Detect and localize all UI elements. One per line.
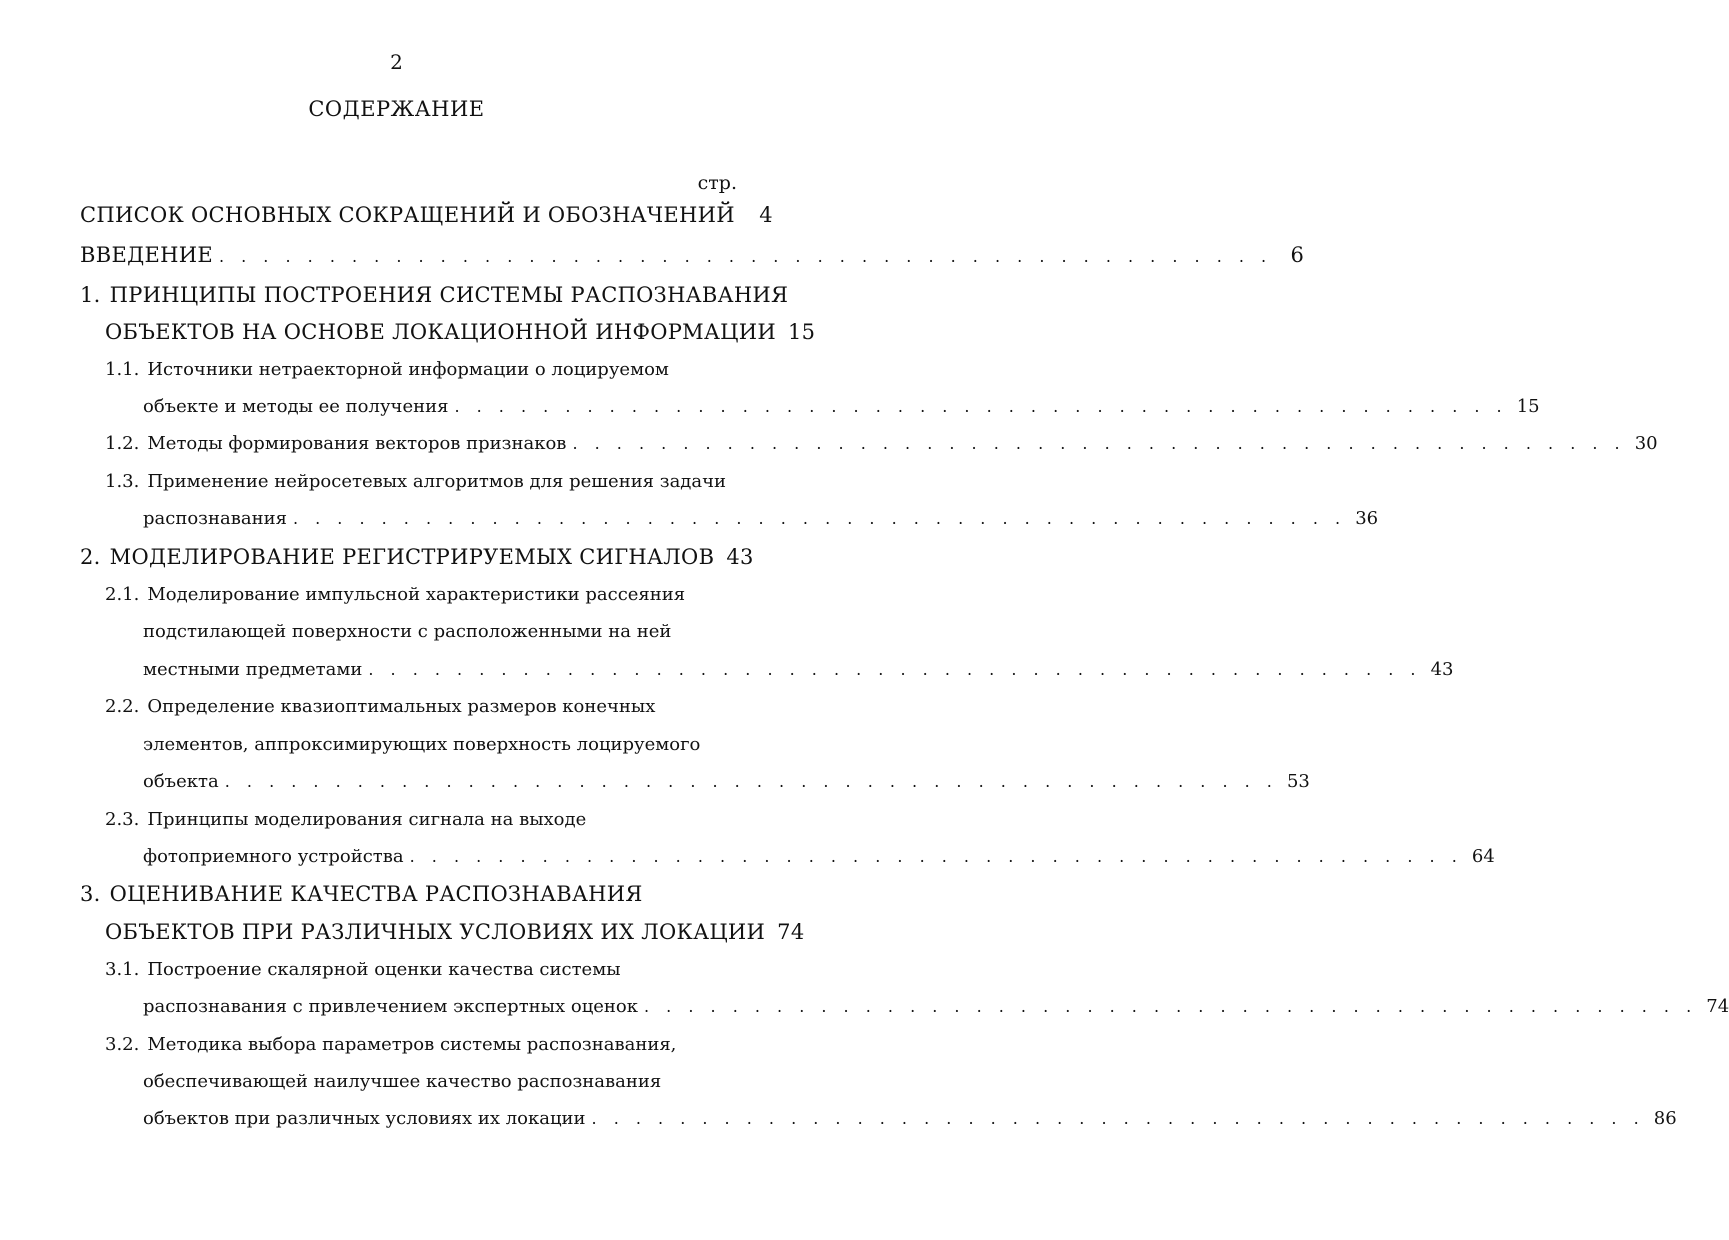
toc-entry-number: 2.2. [105, 696, 140, 717]
toc-entry-title-cont: элементов, аппроксимирующих поверхность лоцируемого [143, 734, 701, 755]
leader-dots: . . . . . . . . . . . . . . . . . . . . . . . . . . . . . . . . . . . . . . . . . . . . . . . . [644, 997, 1698, 1016]
leader-dots: . . . . . . . . . . . . . . . . . . . . . . . . . . . . . . . . . . . . . . . . . . . . . . . . [591, 1109, 1645, 1128]
toc-entry-title-cont: объектов при различных условиях их локации [143, 1108, 586, 1129]
toc-entry-title: Источники нетраекторной информации о лоцируемом [147, 359, 669, 380]
toc-entry-title: Методы формирования векторов признаков [147, 433, 567, 454]
pages-column-label: стр. [697, 172, 737, 194]
toc-entry-title: ВВЕДЕНИЕ [80, 243, 213, 267]
page-title: СОДЕРЖАНИЕ [308, 97, 485, 121]
toc-page-number: 64 [1471, 846, 1495, 867]
toc-page-number: 6 [1290, 243, 1305, 267]
leader-dots: . . . . . . . . . . . . . . . . . . . . . . . . . . . . . . . . . . . . . . . . . . . . . . . . [409, 847, 1463, 866]
toc-entry-number: 2. [80, 545, 101, 569]
leader-dots: . . . . . . . . . . . . . . . . . . . . . . . . . . . . . . . . . . . . . . . . . . . . . . . . [224, 772, 1278, 791]
toc-entry-number: 3. [80, 882, 101, 906]
toc-entry-number: 2.3. [105, 809, 140, 830]
toc-page-number: 43 [726, 545, 754, 569]
leader-dots: . . . . . . . . . . . . . . . . . . . . . . . . . . . . . . . . . . . . . . . . . . . . . . . . [454, 397, 1508, 416]
toc-page-number: 15 [788, 320, 816, 344]
toc-entry-number: 3.1. [105, 959, 140, 980]
toc-entry-title-cont: фотоприемного устройства [143, 846, 404, 867]
toc-entry-title: Определение квазиоптимальных размеров конечных [147, 696, 656, 717]
toc-entry-title: Методика выбора параметров системы распознавания, [147, 1034, 677, 1055]
toc-page-number: 15 [1516, 396, 1540, 417]
toc-page-number: 74 [1706, 996, 1729, 1017]
toc-page-number: 74 [777, 920, 805, 944]
toc-page-number: 30 [1634, 433, 1658, 454]
toc-entry-number: 1. [80, 283, 101, 307]
toc-entry-number: 3.2. [105, 1034, 140, 1055]
toc-entry-title-cont: обеспечивающей наилучшее качество распознавания [143, 1071, 662, 1092]
toc-entry-title-cont: местными предметами [143, 659, 363, 680]
toc-entry-title-cont: подстилающей поверхности с расположенными на ней [143, 621, 672, 642]
toc-page-number: 53 [1286, 771, 1310, 792]
toc-entry-number: 1.2. [105, 433, 140, 454]
toc-entry-title-cont: ОБЪЕКТОВ ПРИ РАЗЛИЧНЫХ УСЛОВИЯХ ИХ ЛОКАЦИИ [105, 920, 766, 944]
toc-page-number: 4 [759, 203, 773, 227]
toc-entry-title-cont: ОБЪЕКТОВ НА ОСНОВЕ ЛОКАЦИОННОЙ ИНФОРМАЦИИ [105, 320, 777, 344]
leader-dots: . . . . . . . . . . . . . . . . . . . . . . . . . . . . . . . . . . . . . . . . . . . . . . . . [572, 434, 1626, 453]
toc-entry-title: МОДЕЛИРОВАНИЕ РЕГИСТРИРУЕМЫХ СИГНАЛОВ [109, 545, 715, 569]
toc-entry-title-cont: распознавания с привлечением экспертных оценок [143, 996, 638, 1017]
toc-entry-title: ОЦЕНИВАНИЕ КАЧЕСТВА РАСПОЗНАВАНИЯ [109, 882, 643, 906]
toc-entry-title: Принципы моделирования сигнала на выходе [147, 809, 587, 830]
toc-entry-title-cont: объекте и методы ее получения [143, 396, 449, 417]
leader-dots: . . . . . . . . . . . . . . . . . . . . . . . . . . . . . . . . . . . . . . . . . . . . . . . . [218, 247, 1273, 266]
leader-dots: . . . . . . . . . . . . . . . . . . . . . . . . . . . . . . . . . . . . . . . . . . . . . . . . [368, 660, 1422, 679]
toc-page-number: 43 [1430, 659, 1454, 680]
toc-page-number: 36 [1355, 508, 1379, 529]
page-number: 2 [390, 50, 403, 74]
toc-entry-title: СПИСОК ОСНОВНЫХ СОКРАЩЕНИЙ И ОБОЗНАЧЕНИЙ [80, 203, 735, 227]
leader-dots: . . . . . . . . . . . . . . . . . . . . . . . . . . . . . . . . . . . . . . . . . . . . . . . . [292, 509, 1347, 528]
toc-entry-title: ПРИНЦИПЫ ПОСТРОЕНИЯ СИСТЕМЫ РАСПОЗНАВАНИЯ [109, 283, 789, 307]
toc-entry-title: Моделирование импульсной характеристики рассеяния [147, 584, 686, 605]
toc-entry-number: 2.1. [105, 584, 140, 605]
toc-entry-title-cont: распознавания [143, 508, 287, 529]
toc-entry-number: 1.3. [105, 471, 140, 492]
toc-page-number: 86 [1653, 1108, 1677, 1129]
toc-entry-number: 1.1. [105, 359, 140, 380]
toc-entry-title: Применение нейросетевых алгоритмов для решения задачи [147, 471, 727, 492]
toc-entry-title-cont: объекта [143, 771, 219, 792]
toc-entry-title: Построение скалярной оценки качества системы [147, 959, 621, 980]
